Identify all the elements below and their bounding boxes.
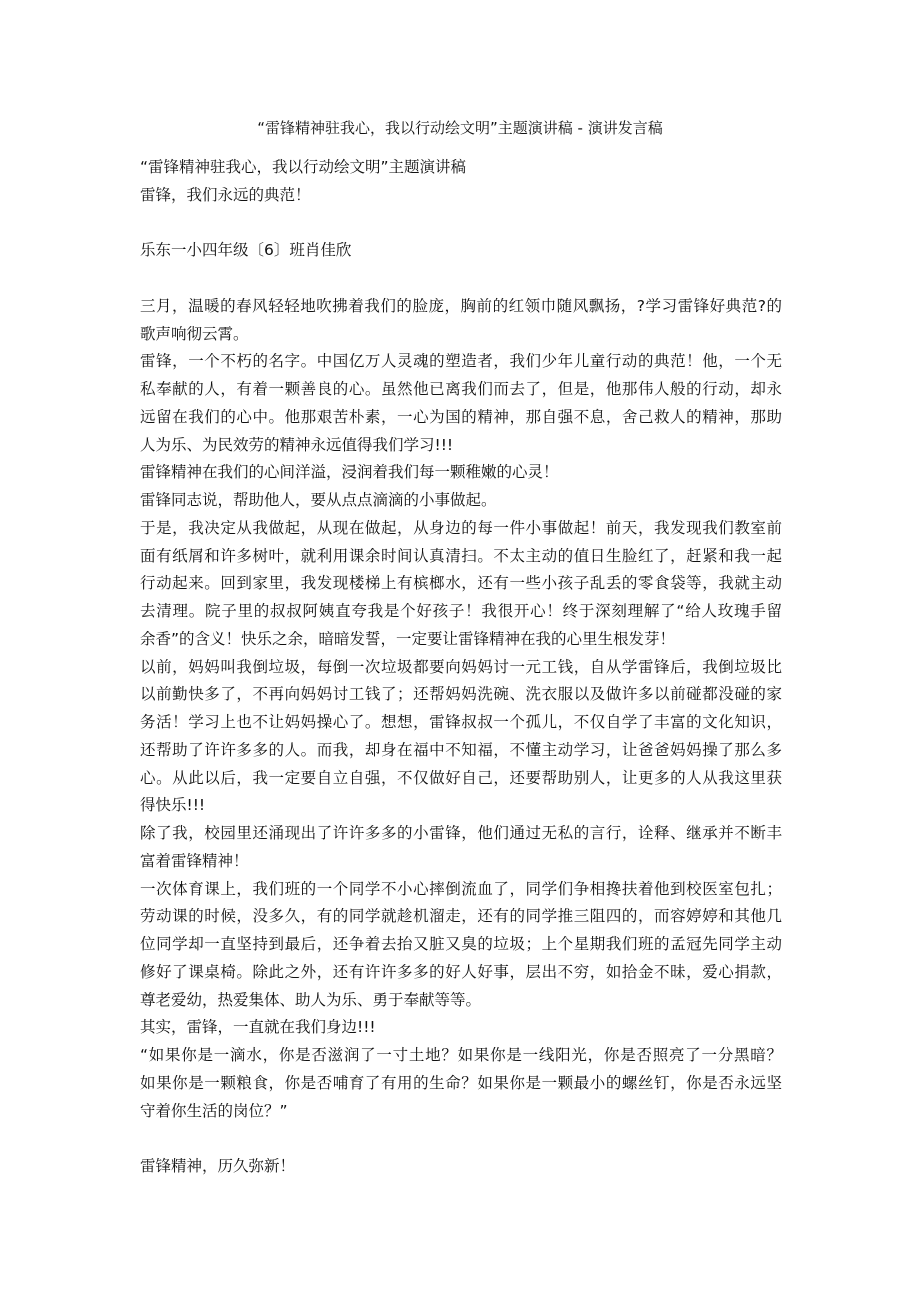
text-line: 雷锋同志说，帮助他人，要从点点滴滴的小事做起。 [140, 491, 497, 509]
paragraph [140, 293, 782, 349]
text-line [140, 1125, 782, 1153]
text-line: 雷锋，一个不朽的名字。中国亿万人灵魂的塑造者，我们少年儿童行动的典范！他，一个无 [140, 352, 782, 371]
paragraph [140, 237, 782, 265]
text-line: 如果你是一颗粮食，你是否哺育了有用的生命？如果你是一颗最小的螺丝钉，你是否永远坚 [140, 1073, 782, 1092]
paragraph [140, 1014, 782, 1042]
text-line: 雷锋精神，历久弥新！ [140, 1157, 296, 1175]
text-line: 行动起来。回到家里，我发现楼梯上有槟榔水，还有一些小孩子乱丢的零食袋等，我就主动 [140, 574, 782, 593]
paragraph [140, 182, 782, 210]
text-line: 心。从此以后，我一定要自立自强，不仅做好自己，还要帮助别人，让更多的人从我这里获 [140, 768, 782, 787]
blank-line [140, 210, 782, 238]
text-line: 还帮助了许许多多的人。而我，却身在福中不知福，不懂主动学习，让爸爸妈妈操了那么多 [140, 740, 782, 759]
text-line: 以前，妈妈叫我倒垃圾，每倒一次垃圾都要向妈妈讨一元工钱，自从学雷锋后，我倒垃圾比 [140, 657, 782, 676]
text-line: “如果你是一滴水，你是否滋润了一寸土地？如果你是一线阳光，你是否照亮了一分黑暗？ [140, 1046, 782, 1064]
text-line: 歌声响彻云霄。 [140, 324, 249, 343]
paragraph [140, 1042, 782, 1125]
text-line: 雷锋，我们永远的典范！ [140, 185, 311, 204]
paragraph [140, 654, 782, 821]
document-body [140, 154, 782, 1181]
text-line: 尊老爱幼，热爱集体、助人为乐、勇于奉献等等。 [140, 990, 482, 1009]
text-line: 修好了课桌椅。除此之外，还有许许多多的好人好事，层出不穷，如拾金不昧，爱心捐款， [140, 962, 782, 981]
text-line: 除了我，校园里还涌现出了许许多多的小雷锋，他们通过无私的言行，诠释、继承并不断丰 [140, 824, 782, 842]
text-line: 以前勤快多了，不再向妈妈讨工钱了；还帮妈妈洗碗、洗衣服以及做许多以前碰都没碰的家 [140, 685, 782, 704]
text-line: 于是，我决定从我做起，从现在做起，从身边的每一件小事做起！前天，我发现我们教室前 [140, 518, 782, 537]
paragraph [140, 820, 782, 876]
text-line: 三月，温暖的春风轻轻地吹拂着我们的脸庞，胸前的红领巾随风飘扬，?学习雷锋好典范?的 [140, 296, 782, 315]
document-title: “雷锋精神驻我心，我以行动绘文明”主题演讲稿 - 演讲发言稿 [257, 119, 663, 137]
text-line: 去清理。院子里的叔叔阿姨直夸我是个好孩子！我很开心！终于深刻理解了“给人玫瑰手留 [140, 602, 782, 620]
paragraph [140, 154, 782, 182]
text-line: 位同学却一直坚持到最后，还争着去抬又脏又臭的垃圾；上个星期我们班的孟冠先同学主动 [140, 935, 782, 953]
text-line [140, 210, 782, 238]
text-line: 人为乐、为民效劳的精神永远值得我们学习!!! [140, 435, 454, 454]
text-line: 得快乐!!! [140, 796, 206, 815]
text-line: 私奉献的人，有着一颗善良的心。虽然他已离我们而去了，但是，他那伟人般的行动，却永 [140, 380, 782, 398]
text-line: 远留在我们的心中。他那艰苦朴素，一心为国的精神，那自强不息，舍己救人的精神，那助 [140, 407, 782, 426]
paragraph [140, 515, 782, 654]
text-line: 劳动课的时候，没多久，有的同学就趁机溜走，还有的同学推三阻四的，而容婷婷和其他几 [140, 907, 782, 926]
text-line: 一次体育课上，我们班的一个同学不小心摔倒流血了，同学们争相搀扶着他到校医室包扎； [140, 879, 782, 898]
text-line: 守着你生活的岗位？” [140, 1101, 288, 1120]
blank-line [140, 265, 782, 293]
text-line: 其实，雷锋，一直就在我们身边!!! [140, 1018, 376, 1037]
text-line: 雷锋精神在我们的心间洋溢，浸润着我们每一颗稚嫩的心灵！ [140, 463, 559, 482]
text-line [140, 265, 782, 293]
paragraph [140, 1153, 782, 1181]
paragraph [140, 487, 782, 515]
text-line: “雷锋精神驻我心，我以行动绘文明”主题演讲稿 [140, 158, 467, 176]
text-line: 务活！学习上也不让妈妈操心了。想想，雷锋叔叔一个孤儿，不仅自学了丰富的文化知识， [140, 713, 782, 731]
paragraph [140, 876, 782, 1015]
text-line: 乐东一小四年级〔6〕班肖佳欣 [140, 241, 352, 260]
paragraph [140, 459, 782, 487]
text-line: 余香”的含义！快乐之余，暗暗发誓，一定要让雷锋精神在我的心里生根发芽！ [140, 629, 676, 648]
paragraph [140, 348, 782, 459]
text-line: 富着雷锋精神！ [140, 851, 249, 870]
blank-line [140, 1125, 782, 1153]
text-line: 面有纸屑和许多树叶，就利用课余时间认真清扫。不太主动的值日生脸红了，赶紧和我一起 [140, 546, 782, 565]
